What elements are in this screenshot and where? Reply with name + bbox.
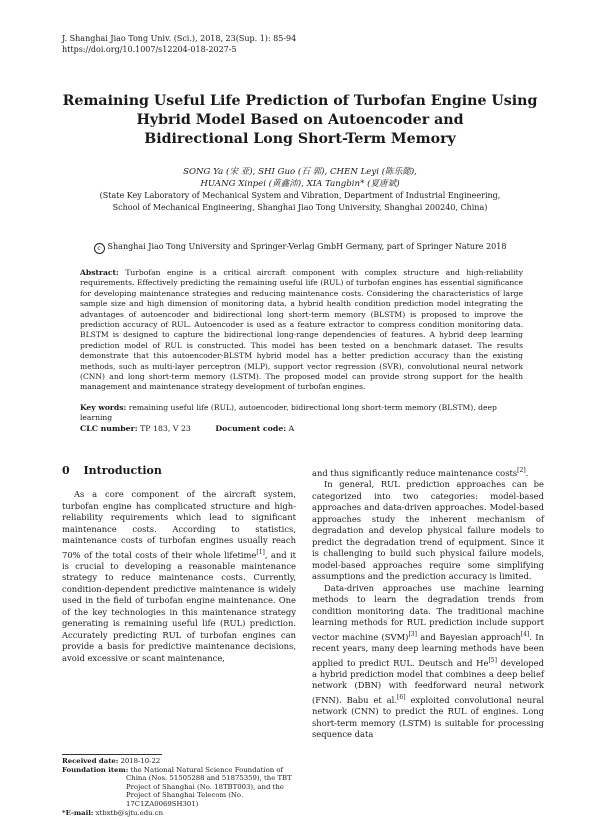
title-line: Remaining Useful Life Prediction of Turbofan Engine Using bbox=[62, 93, 538, 109]
citation-ref[interactable]: [6] bbox=[397, 693, 406, 701]
column-right bbox=[312, 465, 544, 741]
citation-ref[interactable]: [2] bbox=[517, 467, 526, 474]
copyright-text: Shanghai Jiao Tong University and Springer-Verlag GmbH Germany, part of Springer Nature 2018 bbox=[107, 242, 507, 251]
copyright-icon: c bbox=[94, 243, 105, 254]
author-list bbox=[60, 166, 540, 190]
section-heading bbox=[62, 464, 162, 477]
paragraph-text: and Bayesian approach bbox=[416, 631, 521, 642]
keywords bbox=[80, 403, 523, 424]
paragraph-text: . bbox=[525, 467, 529, 478]
title-line: Hybrid Model Based on Autoencoder and bbox=[136, 112, 464, 128]
keywords-text: remaining useful life (RUL), autoencoder, bidirectional long short-term memory (BLSTM), deep learning bbox=[80, 403, 497, 423]
authors-line-2: HUANG Xinpei (黄鑫沛), XIA Tangbin* (夏唐斌) bbox=[200, 179, 400, 189]
classification bbox=[80, 424, 294, 434]
authors-line-1: SONG Ya (宋 亚), SHI Guo (石 郭), CHEN Leyi (陈乐懿), bbox=[183, 167, 417, 177]
citation-ref[interactable]: [3] bbox=[408, 630, 417, 638]
title-line: Bidirectional Long Short-Term Memory bbox=[144, 131, 456, 147]
paragraph bbox=[312, 465, 544, 479]
clc-value: TP 183, V 23 bbox=[140, 424, 191, 433]
citation-ref[interactable]: [1] bbox=[256, 548, 265, 556]
foundation-label: Foundation item: bbox=[62, 765, 129, 774]
affiliation-line-1: (State Key Laboratory of Mechanical System and Vibration, Department of Industrial Engineering, bbox=[99, 191, 501, 200]
email bbox=[62, 809, 298, 817]
paragraph-text: developed a hybrid prediction model that combines a deep belief network (DBN) with feedforward neural network (FNN). Babu et al. bbox=[312, 657, 544, 705]
paragraph-text: Data-driven approaches use machine learning methods to learn the degradation trends from condition monitoring data. The traditional machine learning methods for RUL prediction include support vector machine (SVM) bbox=[312, 582, 544, 642]
document-code-value: A bbox=[288, 424, 295, 433]
keywords-label: Key words: bbox=[80, 403, 127, 412]
clc-label: CLC number: bbox=[80, 424, 138, 433]
paragraph bbox=[62, 489, 296, 664]
citation-ref[interactable]: [5] bbox=[488, 656, 497, 664]
abstract bbox=[80, 268, 523, 393]
affiliation-line-2: School of Mechanical Engineering, Shanghai Jiao Tong University, Shanghai 200240, China) bbox=[112, 203, 488, 212]
paragraph-text: . In recent years, many deep learning methods have been applied to predict RUL. Deutsch and He bbox=[312, 631, 544, 668]
paragraph-text: In general, RUL prediction approaches can be categorized into two categories: model-based approaches and data-driven approaches. Model-based approaches study the inherent mechanism of degradation and develop physical failure models to predict the degradation trend of equipment. Since it is challenging to build such physical failure models, model-based approaches require some simplifying assumptions and the prediction accuracy is limited. bbox=[312, 479, 544, 582]
journal-citation: J. Shanghai Jiao Tong Univ. (Sci.), 2018, 23(Sup. 1): 85-94 bbox=[62, 34, 297, 43]
received-value: 2018-10-22 bbox=[120, 757, 161, 765]
paragraph-text: , and it is crucial to developing a reasonable maintenance strategy to reduce maintenance costs. Currently, condition-dependent predictive maintenance is widely used in the field of turbofan engine maintenance. One of the key technologies in this maintenance strategy generating is remaining useful life (RUL) prediction. Accurately predicting RUL of turbofan engines can provide a basis for predictive maintenance decisions, avoid excessive or scant maintenance, bbox=[62, 549, 297, 663]
paper-title bbox=[60, 92, 540, 149]
copyright-notice bbox=[60, 242, 540, 254]
foundation-item bbox=[62, 766, 298, 809]
received-label: Received date: bbox=[62, 757, 119, 765]
affiliation bbox=[60, 190, 540, 214]
doi-link[interactable]: https://doi.org/10.1007/s12204-018-2027-5 bbox=[62, 45, 237, 54]
paragraph bbox=[312, 479, 544, 583]
email-address[interactable]: xtbxtb@sjtu.edu.cn bbox=[95, 808, 164, 817]
foundation-text: the National Natural Science Foundation of China (Nos. 51505288 and 51875359), the TBT Project of Shanghai (No. 18TBT003), and the Project of Shanghai Telecom (No. 17C1ZA0069SH301) bbox=[126, 765, 292, 808]
paragraph-text: and thus significantly reduce maintenance costs bbox=[312, 467, 518, 478]
citation-ref[interactable]: [4] bbox=[520, 630, 530, 638]
document-code-label: Document code: bbox=[215, 424, 287, 433]
column-left bbox=[62, 489, 296, 664]
paragraph-text: As a core component of the aircraft system, turbofan engine has complicated structure and high-reliability requirements which lead to significant maintenance costs. According to statistics, maintenance costs of turbofan engines usually reach 70% of the total costs of their whole lifetime bbox=[62, 489, 296, 560]
section-number: 0 bbox=[62, 464, 70, 477]
received-date bbox=[62, 757, 298, 766]
paragraph-text: exploited convolutional neural network (CNN) to predict the RUL of engines. Long short-term memory (LSTM) is suitable for processing sequence data bbox=[312, 694, 544, 740]
abstract-text: Turbofan engine is a critical aircraft component with complex structure and high-reliability requirements. Effectively predicting the remaining useful life (RUL) of turbofan engines has essential significance for developing maintenance strategies and reducing maintenance costs. Considering the characteristics of large sample size and high dimension of monitoring data, a hybrid health condition prediction model integrating the advantages of autoencoder and bidirectional long short-term memory (BLSTM) is proposed to improve the prediction accuracy of RUL. Autoencoder is used as a feature extractor to compress condition monitoring data. BLSTM is designed to capture the bidirectional long-range dependencies of features. A hybrid deep learning prediction model of RUL is constructed. This model has been tested on a benchmark dataset. The results demonstrate that this autoencoder-BLSTM hybrid model has a better prediction accuracy than the existing methods, such as multi-layer perceptron (MLP), support vector regression (SVR), convolutional neural network (CNN) and long short-term memory (LSTM). The proposed model can provide strong support for the health management and maintenance strategy development of turbofan engines. bbox=[80, 268, 523, 392]
abstract-label: Abstract: bbox=[80, 268, 119, 277]
footnote bbox=[62, 757, 298, 817]
footnote-rule bbox=[62, 754, 162, 755]
paragraph bbox=[312, 583, 544, 741]
section-title: Introduction bbox=[83, 464, 162, 477]
email-label: *E-mail: bbox=[62, 808, 94, 817]
